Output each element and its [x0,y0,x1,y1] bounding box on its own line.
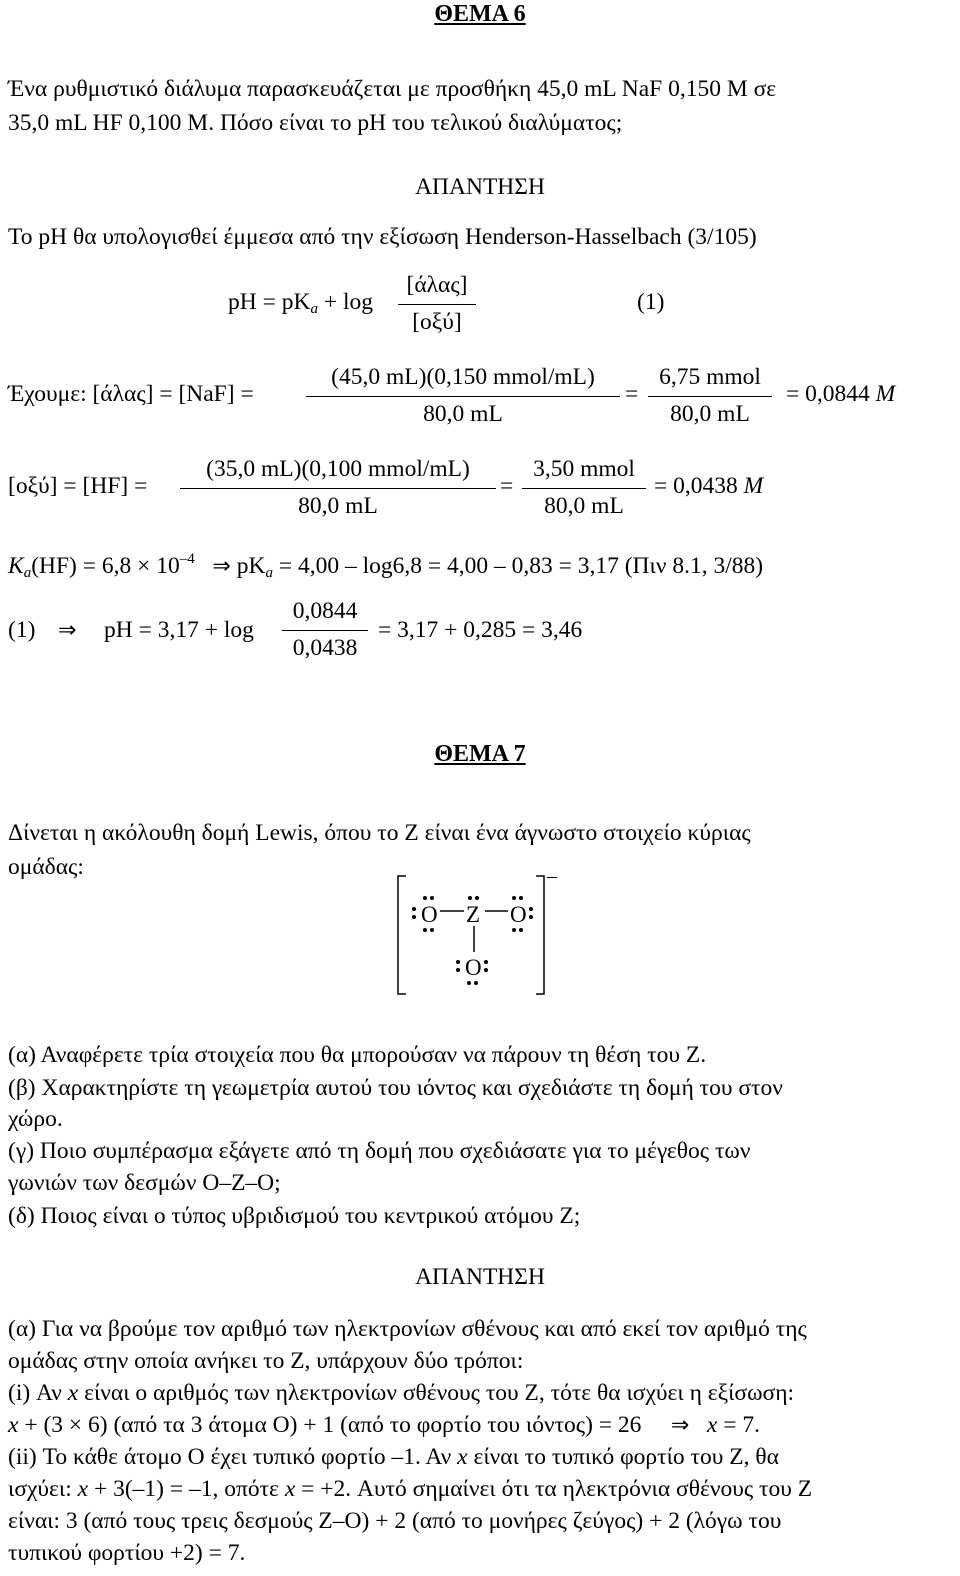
lewis-brackets [392,870,572,1000]
hh-numerator: [άλας] [406,272,468,298]
answer-ii-line1: (ii) Το κάθε άτομο O έχει τυπικό φορτίο –1. Αν x είναι το τυπικό φορτίο του Z, θα [8,1444,779,1470]
salt-fraction-2: 6,75 mmol 80,0 mL [648,366,772,426]
hh-equation-label: (1) [637,289,665,315]
theme7-intro-line1: Δίνεται η ακόλουθη δομή Lewis, όπου το Z είναι ένα άγνωστο στοιχείο κύριας [8,820,751,846]
acid-lhs: [οξύ] = [HF] = [8,473,148,499]
acid-fraction-1: (35,0 mL)(0,100 mmol/mL) 80,0 mL [180,458,496,518]
answer-a-line2: ομάδας στην οποία ανήκει το Z, υπάρχουν δύο τρόποι: [8,1348,524,1374]
answer-i-line: (i) Αν x είναι ο αριθμός των ηλεκτρονίων σθένους του Z, τότε θα ισχύει η εξίσωση: [8,1380,795,1406]
salt-fraction-1: (45,0 mL)(0,150 mmol/mL) 80,0 mL [306,366,620,426]
question-c-line2: γωνιών των δεσμών O–Z–O; [8,1170,281,1196]
salt-equals: = [625,381,639,407]
ka-line: $K_a(HF) = 6,8 \times 10^{-4}$ ⇒ $pK_a = 4,00 - \log 6,8 = 4,00 - 0,83 = 3,17$ (Πιν 8.1, 3/88) [8,551,764,581]
ph-fraction: $\frac{0,0844}{0,0438}$ [282,600,368,660]
ph-label: (1) [8,617,36,643]
ion-charge: – [547,865,557,887]
answer-ii-line3: είναι: 3 (από τους τρεις δεσμούς Z–O) + 2 (από το μονήρες ζεύγος) + 2 (λόγω του [8,1508,782,1534]
theme6-title: ΘΕΜΑ 6 [434,1,526,27]
acid-fraction-2: 3,50 mmol 80,0 mL [522,458,646,518]
implies-arrow-icon: ⇒ [58,618,77,643]
answer-equation: x + (3 × 6) (από τα 3 άτομα O) + 1 (από το φορτίο του ιόντος) = 26 ⇒ x = 7. [8,1412,760,1438]
implies-arrow-icon: ⇒ [670,1413,690,1438]
ph-result: = 3,17 + 0,285 = 3,46 [378,617,583,643]
theme6-question-line1: Ένα ρυθμιστικό διάλυμα παρασκευάζεται με προσθήκη 45,0 mL NaF 0,150 M σε [8,76,777,102]
question-d: (δ) Ποιος είναι ο τύπος υβριδισμού του κεντρικού ατόμου Z; [8,1203,581,1229]
question-b-line2: χώρο. [8,1106,63,1132]
acid-result: = 0,0438 M [654,473,764,499]
theme7-title: ΘΕΜΑ 7 [434,741,526,767]
hh-equation-lhs: pH = $pK_a + \log$ [228,289,373,317]
theme7-answer-heading: ΑΠΑΝΤΗΣΗ [415,1264,545,1290]
question-a: (α) Αναφέρετε τρία στοιχεία που θα μπορούσαν να πάρουν τη θέση του Z. [8,1042,707,1068]
theme6-intro: Το pH θα υπολογισθεί έμμεσα από την εξίσωση Henderson-Hasselbach (3/105) [8,224,757,250]
implies-arrow-icon: ⇒ [212,554,231,579]
oxygen-atom-left: O [421,902,438,927]
oxygen-atom-bottom: O [465,955,482,980]
hh-denominator: [οξύ] [398,304,476,335]
ph-lhs: pH = 3,17 + log [104,617,254,643]
answer-ii-line4: τυπικού φορτίου +2) = 7. [8,1540,246,1566]
hh-fraction [398,274,476,334]
salt-lhs: Έχουμε: [άλας] = [NaF] = [8,381,254,407]
theme7-intro-line2: ομάδας: [8,854,84,880]
oxygen-atom-right: O [510,902,527,927]
question-c-line1: (γ) Ποιο συμπέρασμα εξάγετε από τη δομή που σχεδιάσατε για το μέγεθος των [8,1138,751,1164]
theme6-question-line2: 35,0 mL HF 0,100 M. Πόσο είναι το pH του τελικού διαλύματος; [8,110,623,136]
answer-a-line1: (α) Για να βρούμε τον αριθμό των ηλεκτρονίων σθένους και από εκεί τον αριθμό της [8,1316,807,1342]
acid-equals: = [500,473,514,499]
salt-result: = 0,0844 M [786,381,896,407]
answer-ii-line2: ισχύει: x + 3(–1) = –1, οπότε x = +2. Αυτό σημαίνει ότι τα ηλεκτρόνια σθένους του Z [8,1476,813,1502]
central-atom-z: Z [466,902,481,927]
theme6-answer-heading: ΑΠΑΝΤΗΣΗ [415,174,545,200]
question-b-line1: (β) Χαρακτηρίστε τη γεωμετρία αυτού του ιόντος και σχεδιάστε τη δομή του στον [8,1075,783,1101]
lewis-structure [392,865,572,1000]
